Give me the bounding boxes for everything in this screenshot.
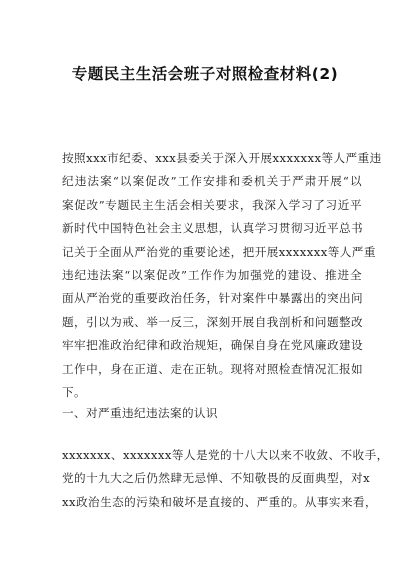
section-paragraph — [62, 444, 389, 514]
intro-line: 题，引以为戒、举一反三，深刻开展自我剖析和问题整改 — [62, 314, 364, 329]
intro-line: 面从严治党的重要政治任务，针对案件中暴露出的突出问 — [62, 291, 364, 306]
intro-line: 牢牢把准政治纪律和政治规矩，确保自身在党风廉政建设 — [62, 338, 364, 353]
intro-line: 案促改”专题民主生活会相关要求，我深入学习了习近平 — [62, 197, 362, 212]
intro-line: 违纪违法案“以案促改”工作作为加强党的建设、推进全 — [62, 268, 362, 283]
intro-line: 按照xxx市纪委、xxx县委关于深入开展xxxxxxx等人严重违 — [62, 151, 382, 165]
section-heading: 一、对严重违纪违法案的认识 — [62, 406, 218, 420]
intro-line: 记关于全面从严治党的重要论述，把开展xxxxxxx等人严重 — [62, 244, 376, 259]
section-line: 党的十九大之后仍然肆无忌惮、不知敬畏的反面典型，对x — [62, 471, 371, 486]
intro-line: 工作中，身在正道、走在正轨。现将对照检查情况汇报如 — [62, 361, 364, 376]
section-line: xxxxxxx、xxxxxxx等人是党的十八大以来不收敛、不收手， — [62, 448, 389, 462]
section-line: xx政治生态的污染和破坏是直接的、严重的。从事实来看， — [62, 494, 378, 509]
document-title: 专题民主生活会班子对照检查材料(2) — [71, 65, 339, 83]
intro-line: 纪违法案“以案促改”工作安排和委机关于严肃开展“以 — [62, 174, 362, 189]
intro-line: 新时代中国特色社会主义思想，认真学习贯彻习近平总书 — [62, 221, 364, 236]
intro-line: 下。 — [62, 385, 87, 400]
intro-paragraph — [62, 147, 382, 404]
